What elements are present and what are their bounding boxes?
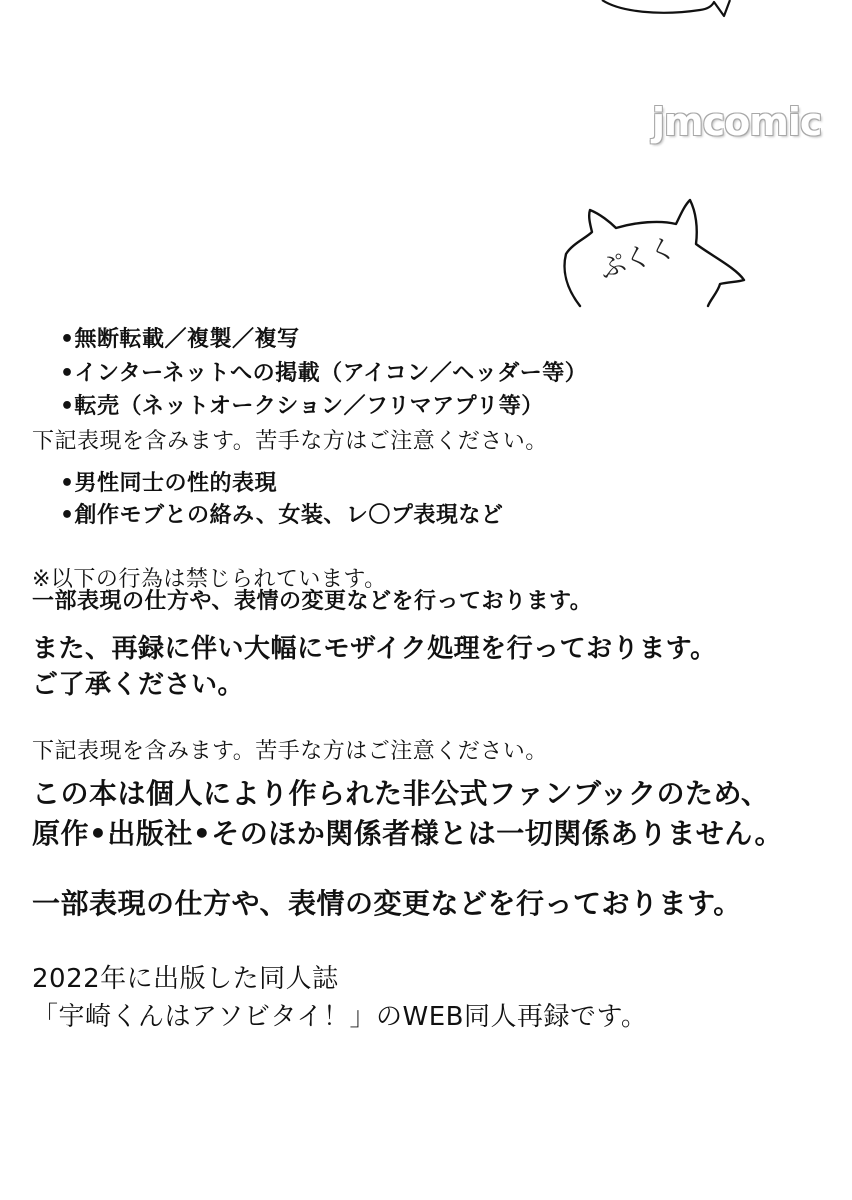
banned-item-1: •無断転載／複製／複写 [60,327,300,352]
sfx-puku: ぷくく [596,232,680,286]
content-item-2: •創作モブとの絡み、女装、レ〇プ表現など [60,503,504,528]
banned-heading: ※以下の行為は禁じられています。 [32,567,387,592]
edits-line-2: ご了承ください。 [32,670,245,700]
cut-line-edits: 一部表現の仕方や、表情の変更などを行っております。 [32,589,593,614]
disclaimer-line-2: 原作•出版社•そのほか関係者様とは一切関係ありません。 [32,817,783,850]
intro-line-2: 「宇崎くんはアソビタイ！」のWEB同人再録です。 [32,1002,648,1032]
disclaimer-line-1: この本は個人により作られた非公式ファンブックのため、 [32,777,770,810]
cut-line-content-warning: 下記表現を含みます。苦手な方はご注意ください。 [32,429,548,454]
watermark: jmcomic [652,100,822,144]
banned-item-3: •転売（ネットオークション／フリマアプリ等） [60,394,544,419]
speech-bubble-fragment [600,0,750,30]
cut-line-edits-2: 一部表現の仕方や、表情の変更などを行っております。 [32,887,742,920]
intro-line-1: 2022年に出版した同人誌 [32,964,339,994]
edits-line-1: また、再録に伴い大幅にモザイク処理を行っております。 [32,634,717,664]
cut-line-warning-2: 下記表現を含みます。苦手な方はご注意ください。 [32,739,548,764]
banned-item-2: •インターネットへの掲載（アイコン／ヘッダー等） [60,361,588,386]
content-item-1: •男性同士の性的表現 [60,471,278,496]
